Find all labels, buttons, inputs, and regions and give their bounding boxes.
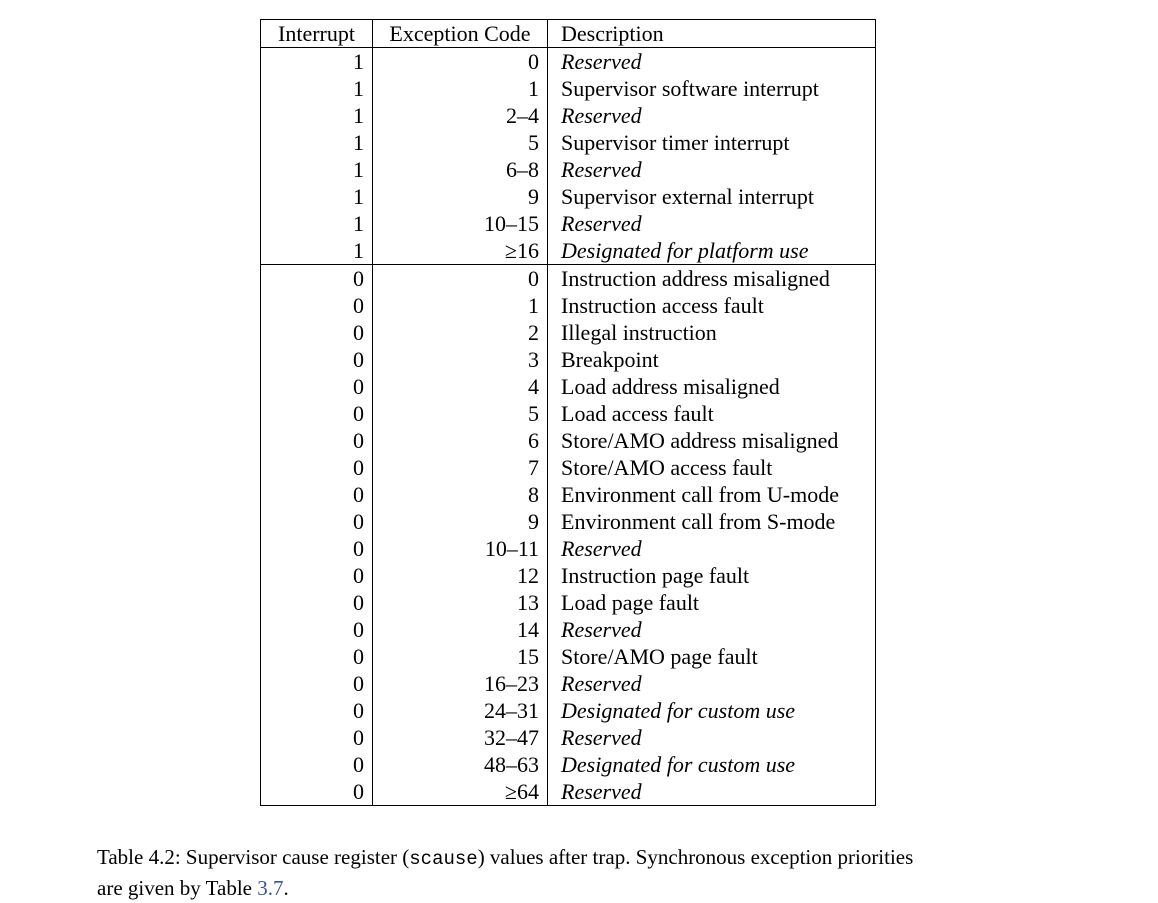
table-row xyxy=(261,508,876,535)
cell-description: Store/AMO address misaligned xyxy=(561,428,839,453)
cell-exception-code: 32–47 xyxy=(373,724,548,751)
cell-description: Illegal instruction xyxy=(561,320,717,345)
cell-description: Environment call from S-mode xyxy=(561,509,836,534)
cell-exception-code: 2–4 xyxy=(373,102,548,129)
table-row xyxy=(261,400,876,427)
cell-description: Instruction access fault xyxy=(561,293,764,318)
cell-description: Designated for custom use xyxy=(561,752,796,777)
cell-description: Load page fault xyxy=(561,590,700,615)
cell-interrupt: 1 xyxy=(261,129,373,156)
cell-interrupt: 0 xyxy=(261,697,373,724)
cell-interrupt: 0 xyxy=(261,535,373,562)
table-row xyxy=(261,535,876,562)
cell-description: Designated for platform use xyxy=(561,238,809,263)
cell-description: Reserved xyxy=(561,103,642,128)
cell-exception-code: 0 xyxy=(373,265,548,293)
cell-interrupt: 0 xyxy=(261,589,373,616)
table-caption xyxy=(97,843,913,903)
cell-exception-code: 14 xyxy=(373,616,548,643)
cell-description: Reserved xyxy=(561,725,642,750)
table-row xyxy=(261,156,876,183)
cell-interrupt: 0 xyxy=(261,562,373,589)
cell-exception-code: 5 xyxy=(373,400,548,427)
table-row xyxy=(261,265,876,293)
cell-exception-code: 16–23 xyxy=(373,670,548,697)
table-row xyxy=(261,724,876,751)
table-row xyxy=(261,697,876,724)
table-row xyxy=(261,210,876,237)
caption-text-line2: are given by Table xyxy=(97,876,258,900)
cell-description: Breakpoint xyxy=(561,347,659,372)
table-row xyxy=(261,102,876,129)
cell-description: Environment call from U-mode xyxy=(561,482,839,507)
cell-interrupt: 0 xyxy=(261,481,373,508)
cell-interrupt: 0 xyxy=(261,778,373,806)
table-row xyxy=(261,778,876,806)
cell-interrupt: 0 xyxy=(261,508,373,535)
cell-exception-code: 12 xyxy=(373,562,548,589)
table-row xyxy=(261,481,876,508)
table-row xyxy=(261,237,876,265)
cell-interrupt: 1 xyxy=(261,75,373,102)
cell-exception-code: 48–63 xyxy=(373,751,548,778)
table-row xyxy=(261,562,876,589)
cell-description: Instruction page fault xyxy=(561,563,750,588)
cell-exception-code: 7 xyxy=(373,454,548,481)
cell-interrupt: 0 xyxy=(261,751,373,778)
scause-values-table xyxy=(260,19,876,806)
scause-register-name: scause xyxy=(409,848,478,870)
cell-interrupt: 0 xyxy=(261,454,373,481)
cell-description: Reserved xyxy=(561,536,642,561)
table-3-7-reference-link[interactable]: 3.7 xyxy=(257,876,284,900)
table-row xyxy=(261,670,876,697)
cell-description: Reserved xyxy=(561,157,642,182)
cell-exception-code: 6 xyxy=(373,427,548,454)
table-row xyxy=(261,373,876,400)
cell-interrupt: 1 xyxy=(261,210,373,237)
table-row xyxy=(261,454,876,481)
cell-exception-code: 1 xyxy=(373,292,548,319)
cell-exception-code: 10–15 xyxy=(373,210,548,237)
cell-interrupt: 0 xyxy=(261,400,373,427)
cell-interrupt: 0 xyxy=(261,319,373,346)
cell-description: Reserved xyxy=(561,617,642,642)
caption-period: . xyxy=(283,876,289,900)
cell-exception-code: 1 xyxy=(373,75,548,102)
cell-exception-code: 5 xyxy=(373,129,548,156)
table-row xyxy=(261,643,876,670)
cell-exception-code: 10–11 xyxy=(373,535,548,562)
cell-description: Reserved xyxy=(561,671,642,696)
cell-exception-code: 15 xyxy=(373,643,548,670)
cell-interrupt: 0 xyxy=(261,346,373,373)
cell-interrupt: 0 xyxy=(261,373,373,400)
cell-description: Load address misaligned xyxy=(561,374,780,399)
cell-exception-code: ≥16 xyxy=(373,237,548,265)
cell-exception-code: 13 xyxy=(373,589,548,616)
table-row xyxy=(261,346,876,373)
caption-line-1 xyxy=(97,843,913,874)
table-section-exceptions xyxy=(261,265,876,806)
cell-interrupt: 1 xyxy=(261,156,373,183)
cell-description: Load access fault xyxy=(561,401,714,426)
cell-description: Reserved xyxy=(561,779,642,804)
cell-interrupt: 1 xyxy=(261,237,373,265)
cell-exception-code: 9 xyxy=(373,183,548,210)
cell-exception-code: 24–31 xyxy=(373,697,548,724)
header-description: Description xyxy=(561,21,664,46)
header-exception-code: Exception Code xyxy=(373,20,548,48)
table-row xyxy=(261,183,876,210)
cell-interrupt: 0 xyxy=(261,670,373,697)
cell-description: Reserved xyxy=(561,49,642,74)
cell-exception-code: 4 xyxy=(373,373,548,400)
table-row xyxy=(261,751,876,778)
table-header-row xyxy=(261,20,876,48)
cell-interrupt: 1 xyxy=(261,102,373,129)
table-row xyxy=(261,616,876,643)
table-row xyxy=(261,129,876,156)
cell-description: Store/AMO page fault xyxy=(561,644,758,669)
cell-interrupt: 0 xyxy=(261,616,373,643)
table-row xyxy=(261,48,876,76)
cell-exception-code: 3 xyxy=(373,346,548,373)
cell-interrupt: 0 xyxy=(261,724,373,751)
cell-description: Supervisor software interrupt xyxy=(561,76,819,101)
caption-text-before-code: Table 4.2: Supervisor cause register ( xyxy=(97,845,410,869)
table-section-interrupts xyxy=(261,48,876,265)
table-row xyxy=(261,292,876,319)
cell-exception-code: 0 xyxy=(373,48,548,76)
cell-description: Reserved xyxy=(561,211,642,236)
cell-interrupt: 0 xyxy=(261,265,373,293)
cell-description: Supervisor external interrupt xyxy=(561,184,814,209)
cell-interrupt: 0 xyxy=(261,643,373,670)
cell-description: Supervisor timer interrupt xyxy=(561,130,790,155)
cell-description: Instruction address misaligned xyxy=(561,266,830,291)
cell-exception-code: 9 xyxy=(373,508,548,535)
table-row xyxy=(261,427,876,454)
cell-interrupt: 1 xyxy=(261,48,373,76)
cell-exception-code: 6–8 xyxy=(373,156,548,183)
cell-exception-code: ≥64 xyxy=(373,778,548,806)
cell-exception-code: 8 xyxy=(373,481,548,508)
table-row xyxy=(261,75,876,102)
caption-text-after-code: ) values after trap. Synchronous exception priorities xyxy=(477,845,914,869)
cell-interrupt: 0 xyxy=(261,427,373,454)
table-row xyxy=(261,589,876,616)
cell-interrupt: 0 xyxy=(261,292,373,319)
cell-exception-code: 2 xyxy=(373,319,548,346)
cell-interrupt: 1 xyxy=(261,183,373,210)
cell-description: Store/AMO access fault xyxy=(561,455,773,480)
header-interrupt: Interrupt xyxy=(261,20,373,48)
caption-line-2 xyxy=(97,874,913,903)
table-row xyxy=(261,319,876,346)
cell-description: Designated for custom use xyxy=(561,698,796,723)
